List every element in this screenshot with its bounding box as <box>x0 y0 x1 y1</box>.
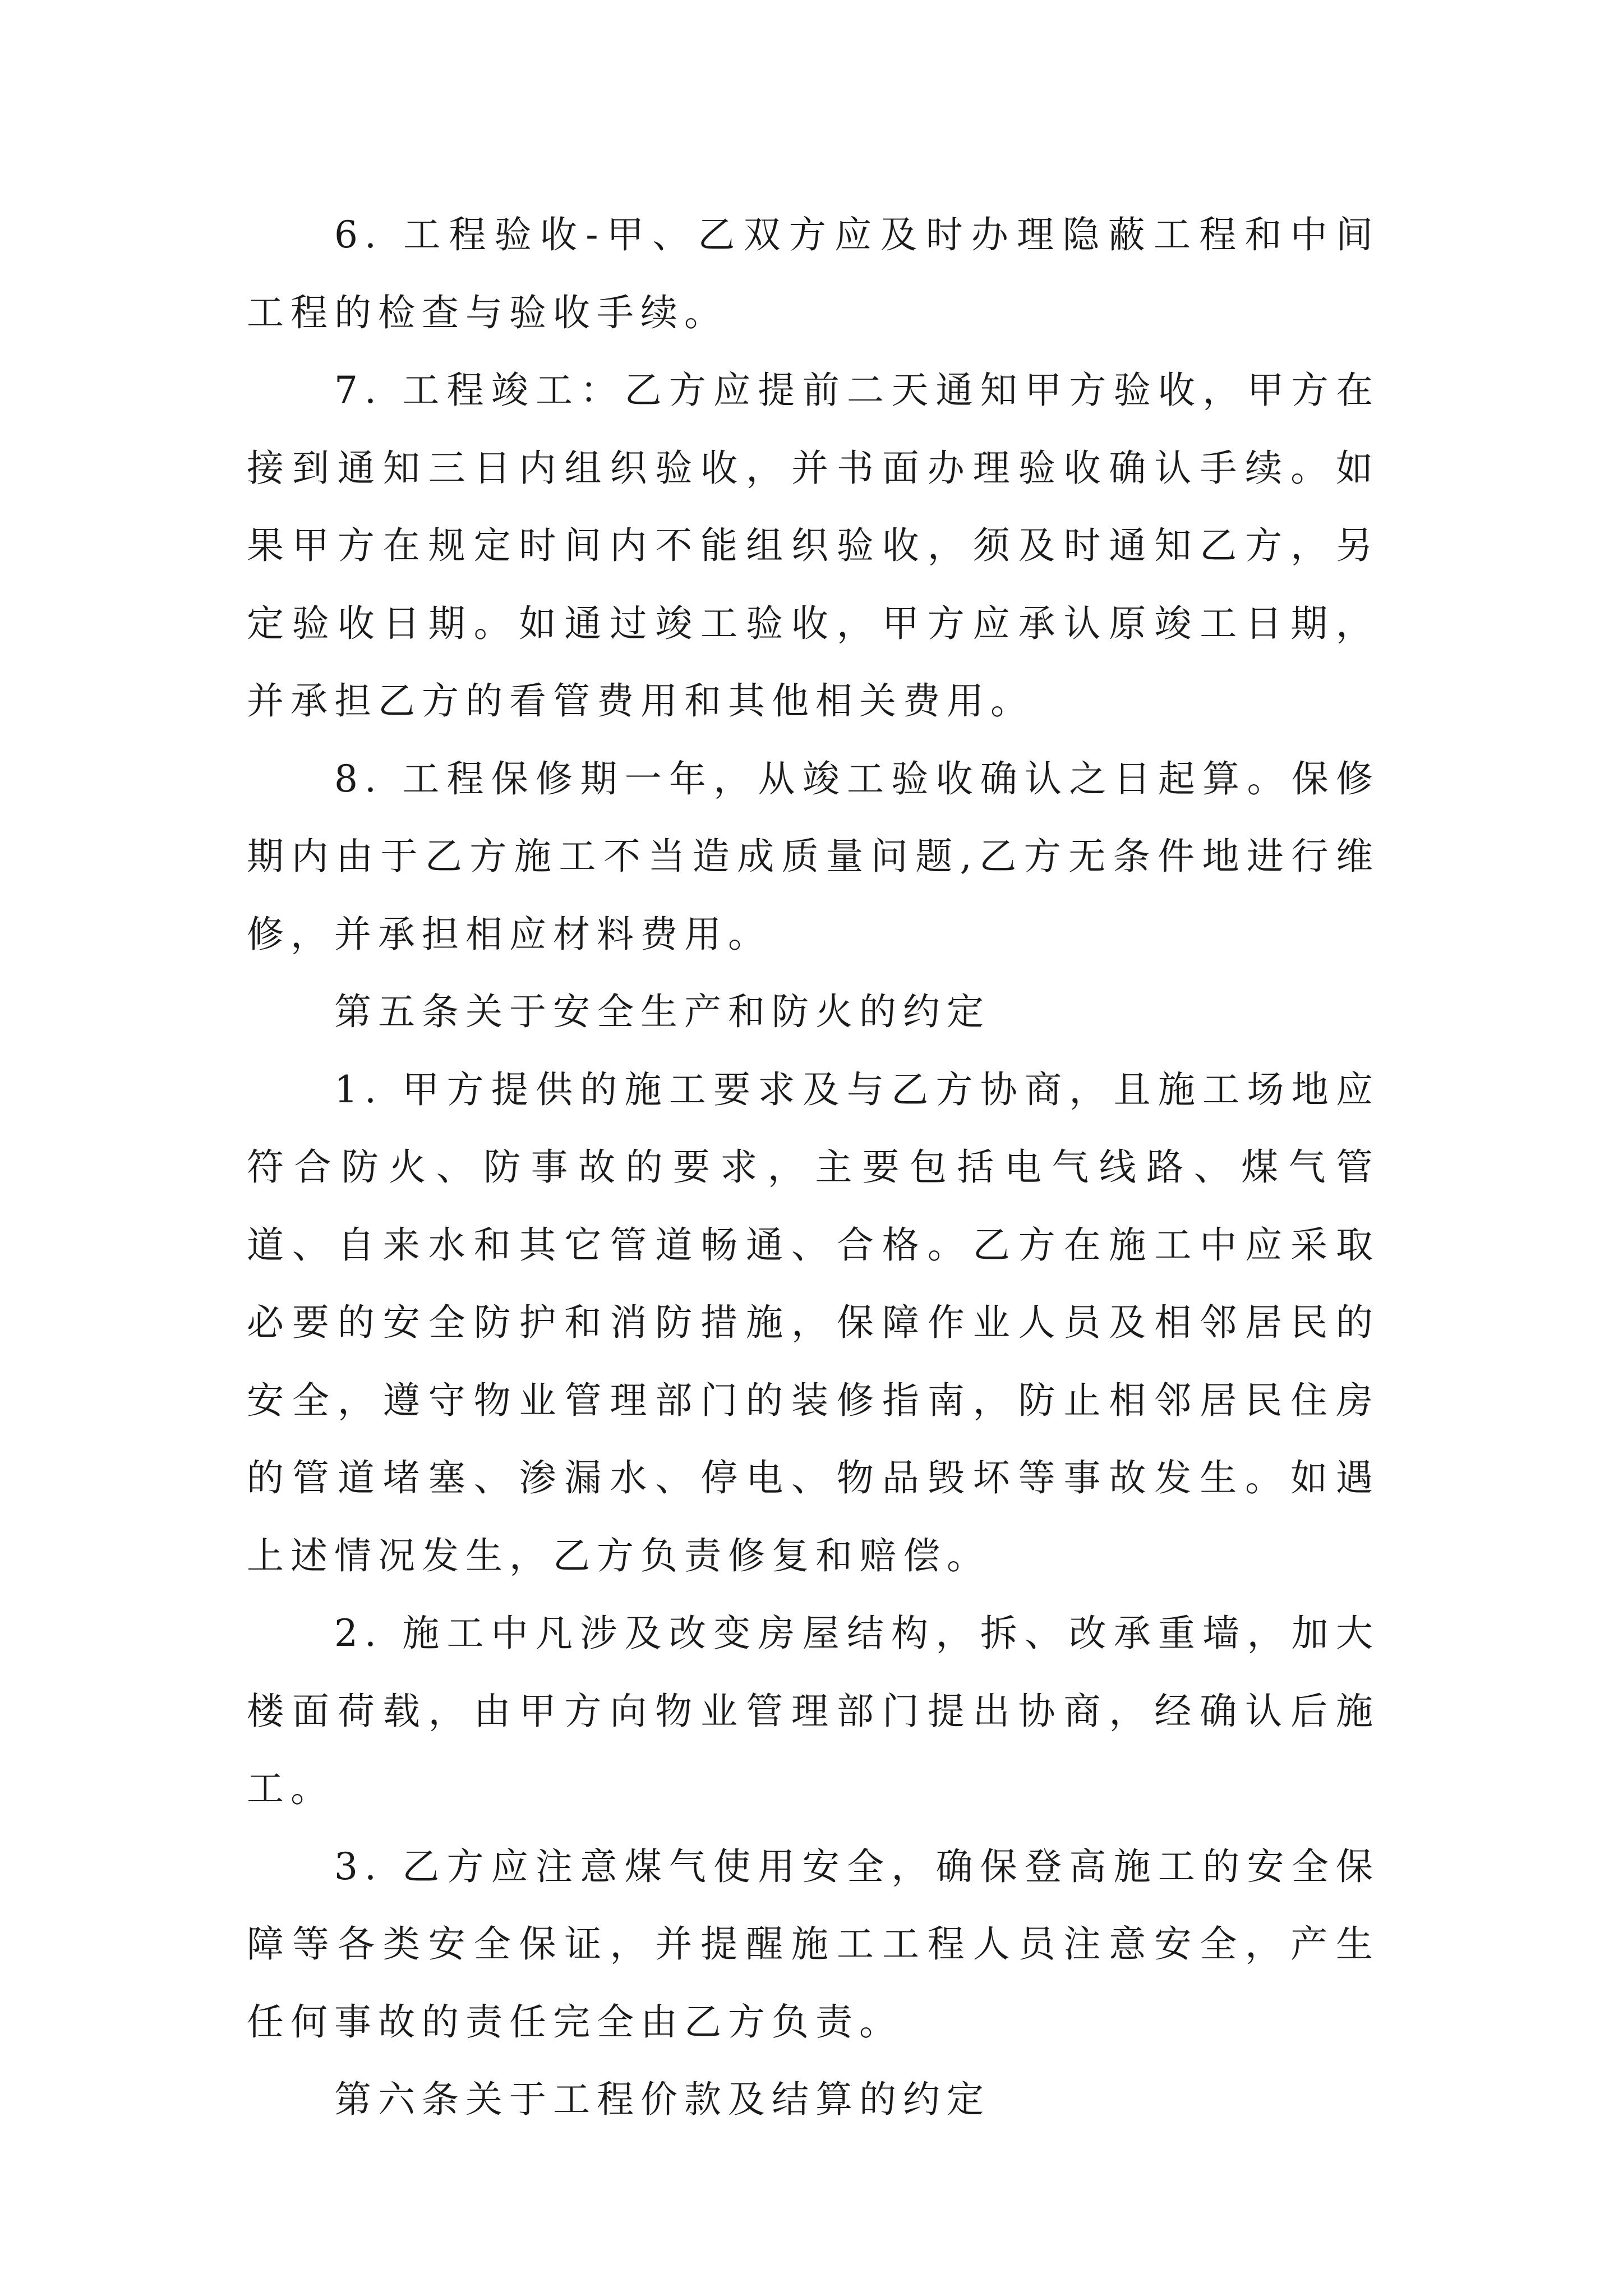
paragraph-warranty-period: 8. 工程保修期一年，从竣工验收确认之日起算。保修期内由于乙方施工不当造成质量问题,乙方无条件地进行维修，并承担相应材料费用。 <box>247 757 1380 956</box>
section-heading-article-5: 第五条关于安全生产和防火的约定 <box>334 990 990 1033</box>
paragraph-project-completion: 7. 工程竣工：乙方应提前二天通知甲方验收，甲方在接到通知三日内组织验收，并书面办理验收确认手续。如果甲方在规定时间内不能组织验收，须及时通知乙方，另定验收日期。如通过竣工验收，甲方应承认原竣工日期，并承担乙方的看管费用和其他相关费用。 <box>247 369 1380 723</box>
document-body <box>247 196 1380 2139</box>
paragraph-structural-changes: 2. 施工中凡涉及改变房屋结构，拆、改承重墙，加大楼面荷载，由甲方向物业管理部门提出协商，经确认后施工。 <box>247 1612 1380 1810</box>
paragraph-gas-safety: 3. 乙方应注意煤气使用安全，确保登高施工的安全保障等各类安全保证，并提醒施工工程人员注意安全，产生任何事故的责任完全由乙方负责。 <box>247 1844 1380 2044</box>
section-heading-article-6: 第六条关于工程价款及结算的约定 <box>334 2078 990 2121</box>
paragraph-fire-safety-requirements: 1. 甲方提供的施工要求及与乙方协商，且施工场地应符合防火、防事故的要求，主要包括电气线路、煤气管道、自来水和其它管道畅通、合格。乙方在施工中应采取必要的安全防护和消防措施，保障作业人员及相邻居民的安全，遵守物业管理部门的装修指南，防止相邻居民住房的管道堵塞、渗漏水、停电、物品毁坏等事故发生。如遇上述情况发生，乙方负责修复和赔偿。 <box>247 1068 1380 1577</box>
paragraph-acceptance-inspection: 6. 工程验收-甲、乙双方应及时办理隐蔽工程和中间工程的检查与验收手续。 <box>247 213 1380 334</box>
